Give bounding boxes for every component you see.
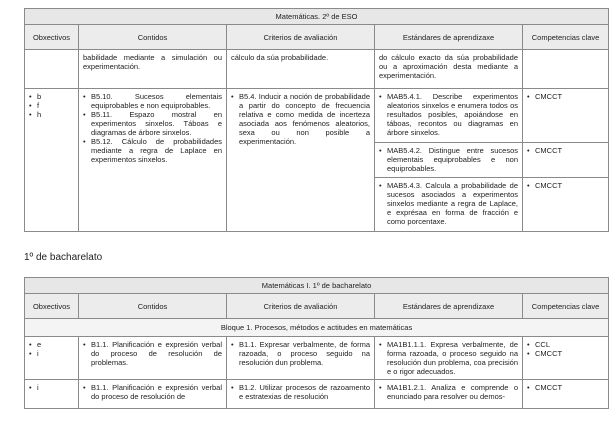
cell-criterios (227, 337, 375, 380)
list-item: • b (29, 92, 74, 101)
cell-obxectivos (25, 380, 79, 409)
list-item: • h (29, 110, 74, 119)
header-criterios: Criterios de avaliación (227, 25, 375, 50)
cell-competencias (523, 178, 609, 232)
header-competencias: Competencias clave (523, 294, 609, 319)
list-item: • MA1B1.1.1. Expresa verbalmente, de forma razoada, o proceso seguido na resolución dun problema, coa precisión e o rigor adecuados. (379, 340, 518, 376)
cell-competencias (523, 143, 609, 178)
cell-estandares (375, 337, 523, 380)
header-contidos: Contidos (79, 294, 227, 319)
curriculum-table-bacharelato (24, 277, 609, 409)
table-row (25, 89, 609, 143)
header-competencias: Competencias clave (523, 25, 609, 50)
header-obxectivos: Obxectivos (25, 294, 79, 319)
list-item: • MAB5.4.2. Distingue entre sucesos elementais equiprobables e non equiprobables. (379, 146, 518, 173)
cell-competencias (523, 380, 609, 409)
header-contidos: Contidos (79, 25, 227, 50)
table-row (25, 380, 609, 409)
header-estandares: Estándares de aprendizaxe (375, 294, 523, 319)
table-title: Matemáticas. 2º de ESO (25, 9, 609, 25)
list-item: • B1.1. Planificación e expresión verbal do proceso de resolución de (83, 383, 222, 401)
list-item: • CMCCT (527, 146, 604, 155)
cell-contidos (79, 380, 227, 409)
cell-obxectivos (25, 89, 79, 232)
header-estandares: Estándares de aprendizaxe (375, 25, 523, 50)
list-item: • MAB5.4.1. Describe experimentos aleatorios sinxelos e enumera todos os resultados posibles, apoiándose en táboas, recontos ou diagramas en árbore sinxelos. (379, 92, 518, 137)
cell-contidos (79, 337, 227, 380)
list-item: • f (29, 101, 74, 110)
list-item: • B5.11. Espazo mostral en experimentos sinxelos. Táboas e diagramas de árbore sinxelos. (83, 110, 222, 137)
header-obxectivos: Obxectivos (25, 25, 79, 50)
table-title: Matemáticas I. 1º de bacharelato (25, 278, 609, 294)
list-item: • CMCCT (527, 383, 604, 392)
cell-contidos (79, 89, 227, 232)
list-item: • i (29, 349, 74, 358)
cell-obxectivos (25, 337, 79, 380)
list-item: • i (29, 383, 74, 392)
list-item: • e (29, 340, 74, 349)
list-item: • B5.10. Sucesos elementais equiprobables e non equiprobables. (83, 92, 222, 110)
list-item: • B1.1. Expresar verbalmente, de forma razoada, o proceso seguido na resolución dun problema. (231, 340, 370, 367)
cell-competencias (523, 50, 609, 89)
list-item: • CMCCT (527, 181, 604, 190)
list-item: • B5.4. Inducir a noción de probabilidade a partir do concepto de frecuencia relativa e como medida de incerteza asociada aos fenómenos aleatorios, sexa ou non posible a experimentación. (231, 92, 370, 146)
curriculum-table-eso (24, 8, 609, 232)
cell-estandares: do cálculo exacto da súa probabilidade ou a aproximación desta mediante a experimentación. (375, 50, 523, 89)
list-item: • CMCCT (527, 349, 604, 358)
table-row (25, 337, 609, 380)
list-item: • MAB5.4.3. Calcula a probabilidade de sucesos asociados a experimentos sinxelos mediante a regra de Laplace, e exprésaa en forma de fracción e como porcentaxe. (379, 181, 518, 226)
cell-competencias (523, 337, 609, 380)
cell-estandares (375, 178, 523, 232)
cell-contidos: babilidade mediante a simulación ou experimentación. (79, 50, 227, 89)
cell-estandares (375, 143, 523, 178)
list-item: • B1.2. Utilizar procesos de razoamento e estratexias de resolución (231, 383, 370, 401)
cell-estandares (375, 380, 523, 409)
cell-criterios (227, 380, 375, 409)
cell-obxectivos (25, 50, 79, 89)
list-item: • B1.1. Planificación e expresión verbal do proceso de resolución de problemas. (83, 340, 222, 367)
list-item: • MA1B1.2.1. Analiza e comprende o enunciado para resolver ou demos- (379, 383, 518, 401)
cell-estandares (375, 89, 523, 143)
cell-criterios (227, 89, 375, 232)
cell-competencias (523, 89, 609, 143)
cell-criterios: cálculo da súa probabilidade. (227, 50, 375, 89)
list-item: • CMCCT (527, 92, 604, 101)
section-heading: 1º de bacharelato (24, 252, 103, 263)
list-item: • CCL (527, 340, 604, 349)
block-heading: Bloque 1. Procesos, métodos e actitudes en matemáticas (25, 319, 609, 337)
header-criterios: Criterios de avaliación (227, 294, 375, 319)
list-item: • B5.12. Cálculo de probabilidades mediante a regra de Laplace en experimentos sinxelos. (83, 137, 222, 164)
table-row (25, 50, 609, 89)
